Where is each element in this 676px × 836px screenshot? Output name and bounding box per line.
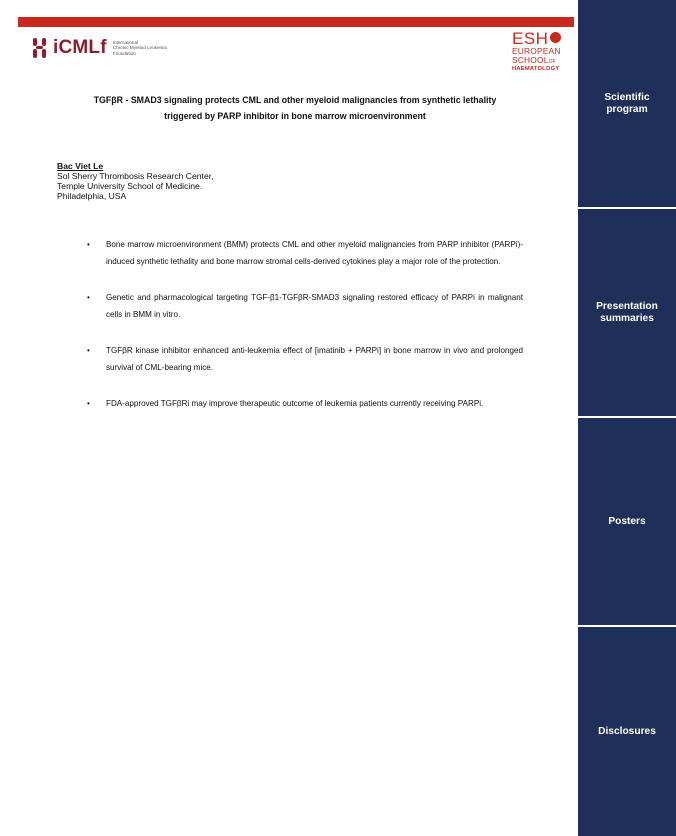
tab-scientific-program[interactable] (578, 0, 676, 207)
tab-label: Scientific (604, 91, 650, 103)
icmlf-logo (31, 35, 167, 61)
esh-of: OF (548, 58, 556, 65)
esh-red-dot-icon (550, 32, 561, 43)
tab-label: Posters (608, 515, 646, 527)
author-name: Bac Viet Le (57, 161, 104, 171)
bullet-icon: • (87, 346, 90, 355)
title-line: triggered by PARP inhibitor in bone marrow microenvironment (164, 110, 426, 121)
esh-logo (512, 31, 572, 73)
esh-letters: ESH (512, 29, 549, 48)
icmlf-wordmark: iCMLf (53, 37, 107, 58)
esh-haematology: HAEMATOLOGY (512, 66, 560, 73)
tab-label: Presentation (596, 300, 658, 312)
abstract-title (60, 93, 530, 124)
author-affiliation: Sol Sherry Thrombosis Research Center, (57, 171, 214, 181)
list-item (87, 237, 523, 270)
bullet-text: Bone marrow microenvironment (BMM) protects CML and other myeloid malignancies from PARP inhibitor (PARPi)-induced synthetic lethality and bone marrow stromal cells-derived cytokines play a major role of the protection. (106, 240, 523, 266)
author-location: Philadelphia, USA (57, 191, 127, 201)
icmlf-sub-line: International (112, 40, 139, 46)
tab-presentation-summaries[interactable] (578, 209, 676, 416)
section-sidebar (578, 0, 676, 836)
tab-label: Disclosures (598, 725, 656, 737)
icmlf-sub-line: Foundation (112, 50, 136, 56)
bullet-icon: • (87, 293, 90, 302)
top-red-bar (18, 17, 574, 27)
esh-european: EUROPEAN (512, 46, 561, 56)
tab-disclosures[interactable] (578, 627, 676, 836)
bullet-text: Genetic and pharmacological targeting TGF-β1-TGFβR-SMAD3 signaling restored efficacy of PARPi in malignant cells in BMM in vitro. (106, 293, 523, 319)
icmlf-foundation-name (113, 40, 167, 56)
tab-label: program (606, 103, 648, 115)
summary-bullet-list (87, 237, 523, 433)
tab-label: summaries (600, 312, 654, 324)
bullet-icon: • (87, 240, 90, 249)
bullet-icon: • (87, 399, 90, 408)
title-line: TGFβR - SMAD3 signaling protects CML and other myeloid malignancies from synthetic lethality (93, 95, 497, 105)
list-item (87, 290, 523, 323)
author-affiliation: Temple University School of Medicine. (57, 181, 203, 191)
icmlf-chromosome-icon (31, 37, 49, 59)
bullet-text: TGFβR kinase inhibitor enhanced anti-leukemia effect of [imatinib + PARPi] in bone marrow in vivo and prolonged survival of CML-bearing mice. (106, 346, 523, 372)
bullet-text: FDA-approved TGFβRi may improve therapeutic outcome of leukemia patients currently receiving PARPi. (106, 399, 484, 408)
esh-school: SCHOOL (512, 54, 549, 65)
author-block (57, 161, 214, 201)
list-item (87, 396, 523, 413)
list-item (87, 343, 523, 376)
esh-school-line (512, 56, 572, 67)
tab-posters[interactable] (578, 418, 676, 625)
icmlf-sub-line: Chronic Myeloid Leukemia (112, 45, 167, 51)
